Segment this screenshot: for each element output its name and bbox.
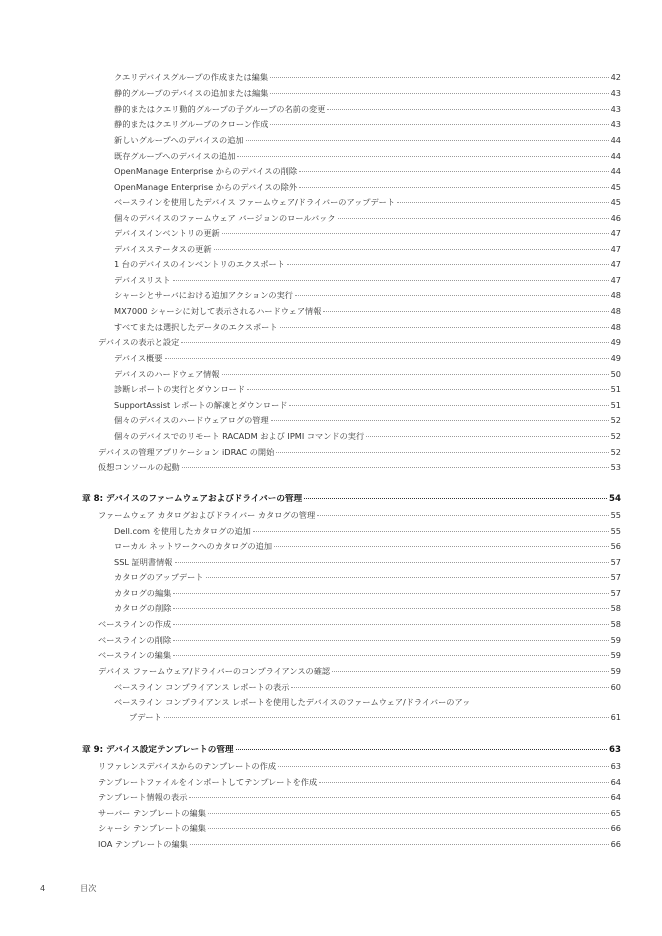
toc-entry-page-number: 55: [610, 526, 621, 536]
toc-dot-leader: [397, 202, 609, 203]
toc-entry-page-number: 52: [610, 447, 621, 457]
toc-entry[interactable]: [98, 635, 621, 646]
toc-dot-leader: [287, 264, 609, 265]
toc-entry-title: デバイス ファームウェア/ドライバーのコンプライアンスの確認: [98, 666, 331, 676]
toc-entry-title: ベースライン コンプライアンス レポートを使用したデバイスのファームウェア/ドライバーのアッ: [114, 697, 471, 707]
toc-entry-page-number: 64: [610, 777, 621, 787]
toc-entry-page-number: 51: [610, 400, 621, 410]
toc-entry-page-number: 45: [610, 182, 621, 192]
toc-dot-leader: [237, 156, 608, 157]
toc-dot-leader: [181, 342, 608, 343]
toc-entry[interactable]: [98, 650, 621, 661]
toc-dot-leader: [173, 593, 608, 594]
toc-dot-leader: [173, 280, 609, 281]
toc-entry-page-number: 64: [610, 792, 621, 802]
toc-entry-title: すべてまたは選択したデータのエクスポート: [114, 322, 278, 332]
toc-entry-page-number: 59: [610, 635, 621, 645]
toc-entry[interactable]: [114, 228, 621, 239]
toc-entry-title: ファームウェア カタログおよびドライバー カタログの管理: [98, 510, 316, 520]
toc-dot-leader: [274, 546, 609, 547]
toc-entry-title: IOA テンプレートの編集: [98, 839, 188, 849]
toc-entry-title: デバイスのハードウェア情報: [114, 369, 220, 379]
toc-entry-title: デバイスの管理アプリケーション iDRAC の開始: [98, 447, 275, 457]
toc-entry[interactable]: [114, 290, 621, 301]
toc-dot-leader: [270, 93, 608, 94]
toc-entry-title: テンプレートファイルをインポートしてテンプレートを作成: [98, 777, 318, 787]
toc-dot-leader: [222, 374, 609, 375]
toc-entry-page-number: 57: [610, 588, 621, 598]
toc-dot-leader: [208, 813, 609, 814]
toc-entry-title: クエリデバイスグループの作成または編集: [114, 72, 269, 82]
toc-entry-page-number: 45: [610, 197, 621, 207]
toc-entry[interactable]: [114, 541, 621, 552]
toc-entry[interactable]: [98, 792, 621, 803]
toc-dot-leader: [206, 577, 609, 578]
toc-dot-leader: [253, 531, 609, 532]
toc-entry-title: シャーシ テンプレートの編集: [98, 823, 206, 833]
toc-entry-page-number: 58: [610, 603, 621, 613]
toc-dot-leader: [276, 452, 608, 453]
toc-entry-title: デバイス概要: [114, 353, 163, 363]
toc-entry-page-number: 43: [610, 119, 621, 129]
toc-entry-title: 静的またはクエリ動的グループの子グループの名前の変更: [114, 104, 326, 114]
toc-entry[interactable]: [114, 415, 621, 426]
toc-entry[interactable]: [114, 88, 621, 99]
toc-entry-page-number: 42: [610, 72, 621, 82]
toc-entry-title: ベースラインを使用したデバイス ファームウェア/ドライバーのアップデート: [114, 197, 396, 207]
toc-entry-title: 診断レポートの実行とダウンロード: [114, 384, 246, 394]
toc-entry[interactable]: [98, 761, 621, 772]
toc-dot-leader: [246, 140, 609, 141]
toc-entry[interactable]: [98, 510, 621, 521]
toc-entry-title: テンプレート情報の表示: [98, 792, 188, 802]
toc-entry-title: SSL 証明書情報: [114, 557, 173, 567]
toc-entry[interactable]: [98, 337, 621, 348]
toc-entry[interactable]: [114, 182, 621, 193]
toc-entry-title: ベースライン コンプライアンス レポートの表示: [114, 682, 290, 692]
toc-entry-page-number: 54: [609, 494, 621, 504]
toc-dot-leader: [295, 295, 609, 296]
toc-entry-title: 仮想コンソールの起動: [98, 462, 180, 472]
toc-dot-leader: [317, 515, 608, 516]
toc-entry[interactable]: [114, 572, 621, 583]
toc-entry[interactable]: [114, 353, 621, 364]
toc-entry-page-number: 57: [610, 572, 621, 582]
toc-entry[interactable]: [114, 431, 621, 442]
toc-entry-page-number: 65: [610, 808, 621, 818]
toc-entry-title: MX7000 シャーシに対して表示されるハードウェア情報: [114, 306, 322, 316]
toc-entry-page-number: 51: [610, 384, 621, 394]
toc-entry[interactable]: [114, 213, 621, 224]
toc-entry-title: カタログのアップデート: [114, 572, 204, 582]
toc-dot-leader: [175, 562, 609, 563]
toc-entry[interactable]: [114, 400, 621, 411]
footer-page-number: 4: [40, 883, 46, 893]
toc-entry-title: 章 9: デバイス設定テンプレートの管理: [82, 745, 234, 755]
toc-entry-page-number: 49: [610, 353, 621, 363]
toc-entry-title: 個々のデバイスのハードウェアログの管理: [114, 415, 269, 425]
toc-dot-leader: [304, 498, 607, 499]
toc-entry-title: OpenManage Enterprise からのデバイスの除外: [114, 182, 298, 192]
toc-entry[interactable]: [114, 197, 621, 208]
toc-dot-leader: [222, 233, 609, 234]
toc-dot-leader: [289, 405, 608, 406]
toc-dot-leader: [323, 311, 608, 312]
toc-entry-title: デバイスステータスの更新: [114, 244, 212, 254]
toc-entry-page-number: 61: [610, 712, 621, 722]
toc-entry-title: SupportAssist レポートの解凍とダウンロード: [114, 400, 288, 410]
toc-entry-title: ベースラインの編集: [98, 650, 172, 660]
toc-dot-leader: [189, 797, 608, 798]
toc-dot-leader: [291, 687, 608, 688]
toc-entry-page-number: 47: [610, 275, 621, 285]
toc-entry[interactable]: [114, 588, 621, 599]
toc-entry-title: ローカル ネットワークへのカタログの追加: [114, 541, 273, 551]
toc-entry-page-number: 66: [610, 823, 621, 833]
toc-dot-leader: [173, 608, 608, 609]
toc-entry-page-number: 52: [610, 415, 621, 425]
toc-entry[interactable]: [114, 682, 621, 693]
toc-entry-page-number: 49: [610, 337, 621, 347]
toc-entry-title: デバイスインベントリの更新: [114, 228, 220, 238]
toc-entry-page-number: 53: [610, 462, 621, 472]
toc-entry[interactable]: [114, 135, 621, 146]
toc-entry-title: プデート: [129, 712, 162, 722]
toc-entry-title: Dell.com を使用したカタログの追加: [114, 526, 251, 536]
toc-entry-title: 章 8: デバイスのファームウェアおよびドライバーの管理: [82, 494, 303, 504]
toc-dot-leader: [338, 218, 609, 219]
toc-entry[interactable]: [98, 462, 621, 473]
toc-entry-title: 新しいグループへのデバイスの追加: [114, 135, 244, 145]
toc-dot-leader: [270, 77, 609, 78]
toc-entry[interactable]: [114, 72, 621, 83]
toc-entry-page-number: 47: [610, 244, 621, 254]
toc-dot-leader: [366, 436, 608, 437]
toc-entry-page-number: 48: [610, 306, 621, 316]
toc-entry-page-number: 44: [610, 151, 621, 161]
toc-dot-leader: [190, 844, 609, 845]
toc-entry[interactable]: [114, 369, 621, 380]
toc-entry-title: 既存グループへのデバイスの追加: [114, 151, 236, 161]
toc-entry-title: ベースラインの作成: [98, 619, 172, 629]
toc-entry-title: デバイスの表示と設定: [98, 337, 180, 347]
toc-entry-title: デバイスリスト: [114, 275, 171, 285]
toc-entry[interactable]: [114, 166, 621, 177]
toc-dot-leader: [214, 249, 609, 250]
toc-entry-page-number: 56: [610, 541, 621, 551]
toc-dot-leader: [247, 389, 609, 390]
toc-entry-page-number: 48: [610, 322, 621, 332]
toc-entry-title: カタログの編集: [114, 588, 172, 598]
toc-entry-page-number: 52: [610, 431, 621, 441]
toc-dot-leader: [280, 327, 609, 328]
toc-entry-page-number: 57: [610, 557, 621, 567]
toc-entry-page-number: 63: [609, 745, 621, 755]
toc-entry[interactable]: [98, 823, 621, 834]
toc-entry[interactable]: [114, 244, 621, 255]
toc-chapter-entry[interactable]: [82, 745, 621, 756]
toc-dot-leader: [164, 717, 609, 718]
toc-entry[interactable]: [114, 322, 621, 333]
toc-entry[interactable]: [114, 259, 621, 270]
toc-entry[interactable]: [114, 275, 621, 286]
toc-entry[interactable]: [114, 603, 621, 614]
toc-entry-page-number: 58: [610, 619, 621, 629]
toc-dot-leader: [208, 828, 609, 829]
toc-entry[interactable]: [98, 839, 621, 850]
toc-entry[interactable]: [98, 808, 621, 819]
toc-entry-page-number: 48: [610, 290, 621, 300]
toc-entry[interactable]: [98, 447, 621, 458]
toc-entry[interactable]: [114, 384, 621, 395]
toc-entry-page-number: 55: [610, 510, 621, 520]
toc-dot-leader: [173, 640, 609, 641]
toc-dot-leader: [270, 124, 608, 125]
footer-section-title: 目次: [80, 883, 97, 893]
toc-dot-leader: [182, 467, 609, 468]
toc-entry[interactable]: [114, 151, 621, 162]
toc-entry-page-number: 60: [610, 682, 621, 692]
toc-entry-title: ベースラインの削除: [98, 635, 172, 645]
toc-chapter-entry[interactable]: [82, 494, 621, 505]
toc-entry-title: 個々のデバイスでのリモート RACADM および IPMI コマンドの実行: [114, 431, 365, 441]
toc-dot-leader: [165, 358, 609, 359]
toc-dot-leader: [278, 766, 609, 767]
toc-dot-leader: [299, 171, 609, 172]
toc-entry[interactable]: [98, 619, 621, 630]
toc-entry-page-number: 46: [610, 213, 621, 223]
toc-entry-page-number: 59: [610, 666, 621, 676]
toc-dot-leader: [173, 655, 609, 656]
toc-entry-title: カタログの削除: [114, 603, 172, 613]
toc-entry[interactable]: [98, 777, 621, 788]
toc-entry-title: リファレンスデバイスからのテンプレートの作成: [98, 761, 277, 771]
toc-entry-title: 静的またはクエリグループのクローン作成: [114, 119, 269, 129]
toc-dot-leader: [327, 109, 608, 110]
toc-entry-page-number: 50: [610, 369, 621, 379]
toc-entry-title: シャーシとサーバにおける追加アクションの実行: [114, 290, 293, 300]
toc-entry-page-number: 47: [610, 228, 621, 238]
toc-entry[interactable]: [114, 697, 621, 708]
toc-dot-leader: [332, 671, 609, 672]
toc-entry-title: 1 台のデバイスのインベントリのエクスポート: [114, 259, 285, 269]
toc-entry[interactable]: [114, 104, 621, 115]
toc-entry-page-number: 63: [610, 761, 621, 771]
toc-entry-page-number: 43: [610, 88, 621, 98]
toc-entry[interactable]: [114, 306, 621, 317]
toc-dot-leader: [319, 782, 608, 783]
toc-dot-leader: [271, 420, 609, 421]
toc-entry[interactable]: [114, 119, 621, 130]
toc-entry-title: OpenManage Enterprise からのデバイスの削除: [114, 166, 298, 176]
toc-entry-page-number: 44: [610, 135, 621, 145]
toc-entry-title: 個々のデバイスのファームウェア バージョンのロールバック: [114, 213, 336, 223]
toc-entry-page-number: 43: [610, 104, 621, 114]
toc-entry[interactable]: [129, 712, 621, 723]
toc-dot-leader: [299, 187, 609, 188]
toc-entry-page-number: 66: [610, 839, 621, 849]
toc-entry-title: サーバー テンプレートの編集: [98, 808, 206, 818]
toc-entry-title: 静的グループのデバイスの追加または編集: [114, 88, 269, 98]
toc-entry[interactable]: [114, 557, 621, 568]
toc-entry[interactable]: [114, 526, 621, 537]
toc-dot-leader: [173, 624, 609, 625]
toc-entry-page-number: 44: [610, 166, 621, 176]
toc-dot-leader: [236, 749, 608, 750]
toc-entry[interactable]: [98, 666, 621, 677]
toc-entry-page-number: 59: [610, 650, 621, 660]
toc-entry-page-number: 47: [610, 259, 621, 269]
